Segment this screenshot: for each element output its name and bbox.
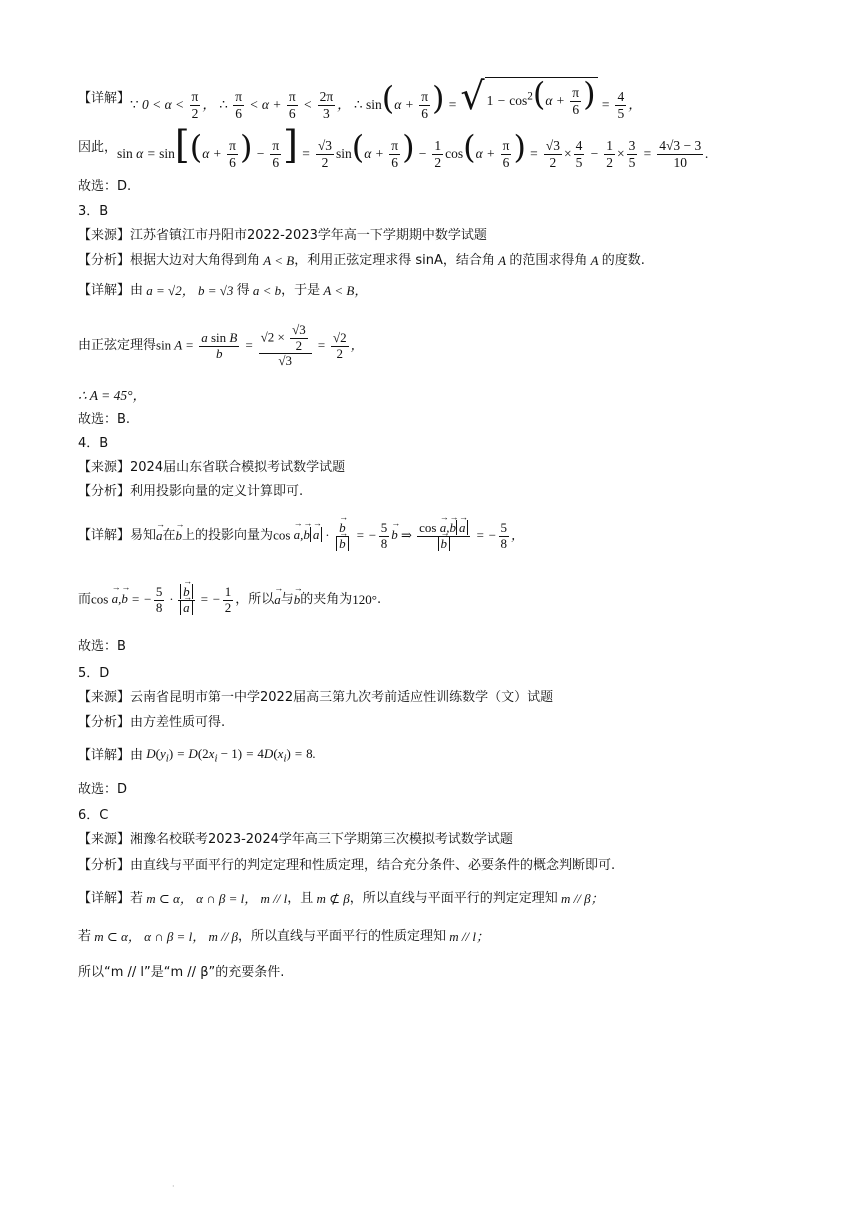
q6-detail-label: 【详解】	[78, 890, 131, 906]
q4-so: ，所以	[235, 591, 275, 607]
q6-m-not-in-beta: m ⊄ β	[313, 890, 350, 906]
q5-source-label: 【来源】	[78, 689, 131, 705]
q2-pick: 故选：D.	[78, 178, 132, 194]
q5-detail-a: 由	[130, 747, 144, 763]
q2-formula-1: ∵ 0 < α < $\frac{\pi}{2}$ ， ∴ $\frac{\pi}{6}$ < α + $\frac{\pi}{6}$ < $\frac{2\pi}{3}$ ， ∴ sin(α + $\frac{\pi}{6}$ ) = √ $1 - \cos^2(\alpha$ + $\frac{\pi}{6}$ ) = $\frac{4}{5}$ ，	[130, 73, 642, 121]
q3-detail	[78, 274, 778, 308]
q5-detail-label: 【详解】	[78, 747, 131, 763]
q6-source-text: 湘豫名校联考2023-2024学年高三下学期第三次模拟考试数学试题	[130, 831, 513, 847]
q6-line2	[78, 918, 778, 956]
q3-sine-rule	[78, 308, 778, 384]
q3-analysis-a: 根据大边对大角得到角	[130, 252, 261, 268]
q3-source	[78, 224, 778, 248]
q3-a-lt-b-1: A < B	[260, 252, 295, 268]
q6-m-par-l: m // l；	[446, 928, 490, 944]
q6-m-par-beta: m // β；	[557, 890, 604, 906]
q3-detail-c: ，于是	[281, 282, 321, 298]
q5-pick: 故选：D	[78, 781, 128, 797]
q2-detail-label: 【详解】	[78, 90, 131, 106]
q4-detail	[78, 504, 778, 568]
q4-number: 4．B	[78, 435, 109, 451]
q3-detail-a: 由	[130, 282, 144, 298]
q3-A-lt-B: A < B，	[320, 282, 368, 298]
q4-source-label: 【来源】	[78, 459, 131, 475]
q5-variance-formula: $D(y_i) = D(2x_i - 1) = 4D(x_i) = 8$.	[143, 746, 316, 765]
q5-analysis	[78, 710, 778, 736]
solution-page	[78, 73, 778, 990]
q4-analysis-text: 利用投影向量的定义计算即可.	[130, 483, 304, 499]
q3-source-text: 江苏省镇江市丹阳市2022-2023学年高一下学期期中数学试题	[130, 227, 487, 243]
q3-detail-b: 得	[236, 282, 250, 298]
q6-analysis	[78, 852, 778, 880]
q3-analysis-c: 的范围求得角	[509, 252, 588, 268]
q4-projection-formula: cos → a,→ b→ a · → b → b = − $\frac{5}{8}$ → b ⇒ cos → a,→ b→ a → b = − $\frac{5}{8}$ ，	[273, 521, 524, 552]
q2-formula-2: sin α = sin[(α + $\frac{\pi}{6}$ ) − $\frac{\pi}{6}$ ] = $\frac{√3}{2}$ sin(α + $\frac{\pi}{6}$ ) − $\frac{1}{2}$ cos(α + $\frac{\pi}{6}$ ) = $\frac{√3}{2}$ × $\frac{4}{5}$ − $\frac{1}{2}$ × $\frac{3}{5}$ = $\frac{4√3 - 3}{10}$ .	[117, 122, 709, 170]
q6-source-label: 【来源】	[78, 831, 131, 847]
q2-detail-line1	[78, 73, 778, 122]
q3-analysis-d: 的度数.	[601, 252, 645, 268]
q3-angle-a-2: A	[587, 252, 602, 268]
q4-analysis	[78, 480, 778, 504]
q4-analysis-label: 【分析】	[78, 483, 131, 499]
q5-detail	[78, 736, 778, 776]
q6-analysis-label: 【分析】	[78, 857, 131, 873]
q3-result: ∴ A = 45°，	[78, 388, 146, 404]
q6-detail-c: ，所以直线与平面平行的判定定理知	[349, 890, 558, 906]
q6-conditions-2: m ⊂ α， α ∩ β = l， m // β	[91, 928, 239, 944]
q3-sine-rule-text: 由正弦定理得	[78, 337, 157, 353]
q2-detail-line2	[78, 122, 778, 174]
q5-source-text: 云南省昆明市第一中学2022届高三第九次考前适应性训练数学（文）试题	[130, 689, 554, 705]
q5-source	[78, 686, 778, 710]
q6-conclusion: 所以“m // l”是“m // β”的充要条件.	[78, 964, 285, 980]
q6-number: 6．C	[78, 807, 109, 823]
q5-analysis-text: 由方差性质可得.	[130, 714, 226, 730]
q4-vec-b-2: → b	[294, 592, 301, 609]
q3-number: 3．B	[78, 203, 109, 219]
q2-hence: 因此，	[78, 139, 118, 155]
q3-analysis	[78, 248, 778, 274]
q3-sine-formula: sin A = $\frac{\text{a sin B}}{b}$ = √2 × $\frac{√3}{2}$ √3 = $\frac{√2}{2}$ ，	[156, 321, 364, 369]
q6-detail-b: ，且	[287, 890, 314, 906]
q6-analysis-text: 由直线与平面平行的判定定理和性质定理，结合充分条件、必要条件的概念判断即可.	[130, 857, 616, 873]
q4-angle-text: 的夹角为	[300, 591, 353, 607]
q3-a-lt-b: a < b	[249, 282, 282, 298]
q3-detail-label: 【详解】	[78, 282, 131, 298]
q4-and: 而	[78, 591, 92, 607]
q4-vec-a-2: → a	[274, 592, 281, 609]
q4-source	[78, 456, 778, 480]
q6-conditions-1: m ⊂ α， α ∩ β = l， m // l	[143, 890, 288, 906]
q4-vec-a-1: → a	[156, 528, 163, 545]
q4-angle-value: 120°	[352, 591, 377, 607]
q3-analysis-b: ，利用正弦定理求得 sinA，结合角	[294, 252, 495, 268]
q6-detail-a: 若	[130, 890, 144, 906]
q4-detail-b: 在	[162, 527, 176, 543]
q4-source-text: 2024届山东省联合模拟考试数学试题	[130, 459, 346, 475]
q4-detail-2: 而 cos → a,→ b = − $\frac{5}{8}$ · → b → a = − $\frac{1}{2}$ ，所以 → a 与 → b 的夹角为 120° .	[78, 568, 778, 632]
q3-source-label: 【来源】	[78, 227, 131, 243]
q5-analysis-label: 【分析】	[78, 714, 131, 730]
q6-source	[78, 828, 778, 852]
q6-detail	[78, 880, 778, 918]
q4-detail-a: 易知	[130, 527, 157, 543]
q4-cos-formula: cos → a,→ b = − $\frac{5}{8}$ · → b → a = − $\frac{1}{2}$	[91, 585, 235, 616]
q6-line2-a: 若	[78, 928, 92, 944]
q4-pick: 故选：B	[78, 638, 126, 654]
q3-a-value: a = √2， b = √3	[143, 282, 237, 298]
q3-pick: 故选：B.	[78, 411, 131, 427]
q3-angle-a-1: A	[494, 252, 510, 268]
q4-detail-label: 【详解】	[78, 527, 131, 543]
q4-detail-c: 上的投影向量为	[182, 527, 274, 543]
q6-line2-b: ，所以直线与平面平行的性质定理知	[238, 928, 447, 944]
q3-analysis-label: 【分析】	[78, 252, 131, 268]
q5-number: 5．D	[78, 665, 110, 681]
q4-vec-b-1: → b	[176, 528, 183, 545]
footer-dot: ·	[172, 1182, 175, 1191]
q4-with: 与	[280, 591, 294, 607]
